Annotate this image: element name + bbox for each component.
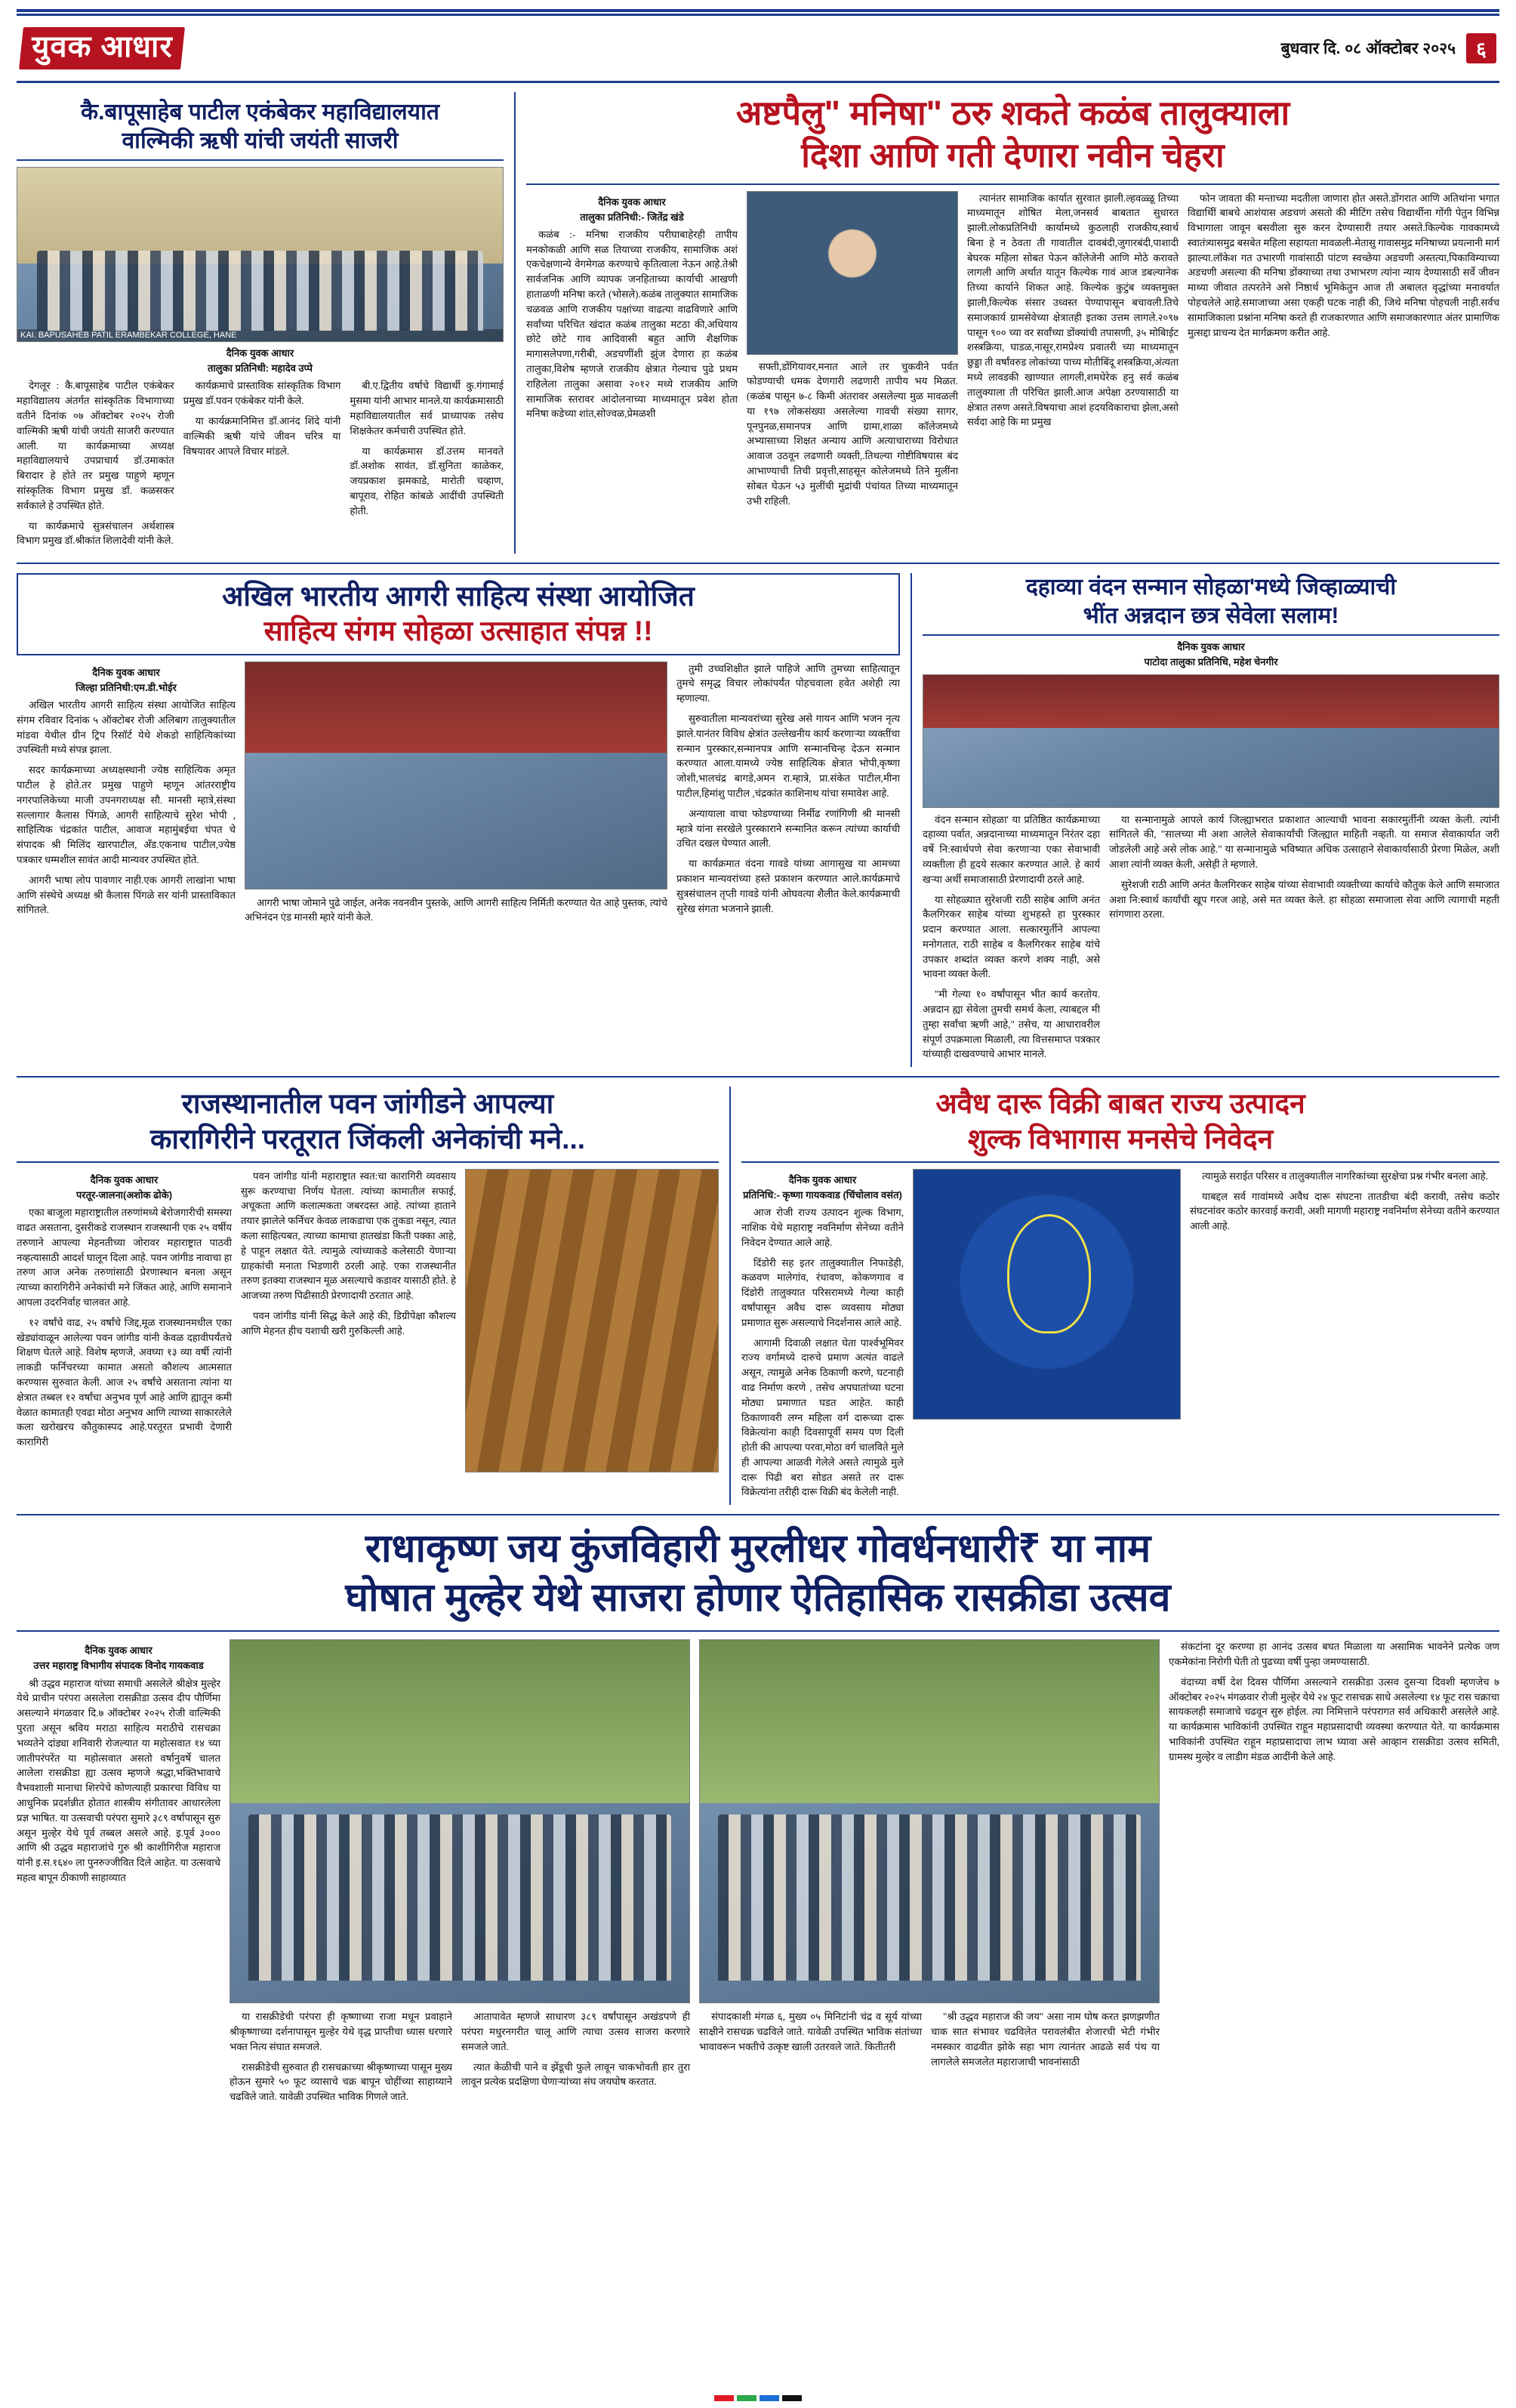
article3-para6: अन्यायाला वाचा फोडण्याच्या निर्मीढ रणांगिणी श्री मानसी म्हात्रे यांना सरखेले पुरस्काराने सन्मानित करून त्यांच्या कार्याची उचित दखल घेण्यात आली. — [676, 807, 900, 849]
article4-para5: सुरेशजी राठी आणि अनंत कैलगिरकर साहेब यांच्या सेवाभावी व्यक्तीच्या कार्याचे कौतुक केले आणि समाजात अशा नि:स्वार्थ कार्यांची खूप गरज आहे, असे मत व्यक्त केले. हा सोहळा समाजाला सेवा आणि त्यागाची महती सांगणारा ठरला. — [1109, 878, 1499, 920]
article5-headline-line2: कारागिरीने परतूरात जिंकली अनेकांची मने... — [149, 1123, 586, 1155]
article6-para2: दिंडोरी सह इतर तालुक्यातील निफाडेही, कळवण मालेगांव, रंधावण, कोकणगाव व दिंडोरी तालुक्यात परिसरामध्ये गेल्या काही वर्षांपासून अवैध दारू व्यवसाय मोठ्या प्रमाणात सुरू असल्याचे निदर्शनास आले आहे. — [741, 1256, 904, 1328]
article1-col2 — [183, 378, 341, 553]
article6-byline1: दैनिक युवक आधार — [788, 1173, 857, 1186]
article6-headline-line2: शुल्क विभागास मनसेचे निवेदन — [967, 1123, 1274, 1155]
article2-col2 — [747, 191, 958, 514]
article4-photo — [923, 674, 1499, 808]
article4-para3: "मी गेल्या १० वर्षांपासून भीत कार्य करतोय. अन्नदान ह्या सेवेला तुमची समर्थ केला, त्याबद्दल मी तुम्हा सर्वांचा ऋणी आहे," तसेच, या आधारावरील संपूर्ण उपक्रमाला मिळाली, त्या वित्तसमाप्त पत्रकार यांच्याही दाखवण्याचे आभार मानले. — [923, 988, 1100, 1060]
article5-col1 — [17, 1169, 232, 1472]
article4-para4: या सन्मानामुळे आपले कार्य जिल्ह्याभरात प्रकाशात आल्याची भावना सकारमुर्तीनी व्यक्त केली. त्यांनी सांगितले की, "सालच्या मी अशा आलेले सेवाकार्यांची जिल्ह्यात माहिती नव्हती. या समाज सेवाकार्यात जरी जोडलेली आहे असे लोक आहे." या सन्मानामुळे भविष्यात अधिक उत्साहाने सेवाकार्यासाठी प्रेरणा मिळेल, अशी आशा त्यांनी व्यक्त केली, असेही ते म्हणाले. — [1109, 813, 1499, 870]
article3-byline2: जिल्हा प्रतिनिधी:एम.डी.भोईर — [75, 681, 177, 693]
article7-para7: "श्री उद्धव महाराज की जय" असा नाम घोष करत झणझणीत चाक सात संभावर चढविलेत परावलंबीत शेजारची भेटी गंभीर नमस्कार वाढवीत झोके सहा भाग त्यानंतर आढळे सर्व पंथ या लागलेले समजलेत महाराजाची भावनांसाठी — [931, 2011, 1160, 2067]
article-raskrida-utsav — [17, 1525, 1499, 2110]
article7-para3: आतापावेत म्हणजे साधारण ३८९ वर्षांपासून अखंडपणे ही परंपरा मधुरनगरीत चालू आणि त्याचा उत्सव साजरा करणारे समजले जाते. — [461, 2011, 690, 2052]
article5-para3: पवन जांगीड यांनी महाराष्ट्रात स्वत:चा कारागिरी व्यवसाय सुरू करण्याचा निर्णय घेतला. त्यांच्या कामातील सफाई, अचूकता आणि कलात्मकता जबरदस्त आहे. त्यांच्या हाताने तयार झालेले फर्निचर केवळ लाकडाचा एक तुकडा नसून, त्यात कला साहित्यबत, त्याच्या कामाचा हातखंडा किती पक्का आहे, हे पाहून लक्षात येते. त्यामुळे त्यांच्याकडे कलेसाठी येणाऱ्या ग्राहकांची मनाता भिडणारी ठरली आहे. एका राजस्थानीत तरुण इतक्या राजस्थान मूळ असल्याचे कडावर यासाठी होते. हे आजच्या तरुण पिढीसाठी प्रेरणादायी ठरतात आहे. — [241, 1170, 456, 1302]
article7-para1: श्री उद्धव महाराज यांच्या समाधी असलेले श्रीक्षेत्र मुल्हेर येथे प्राचीन परंपरा असलेला रासक्रीडा उत्सव दीप पौर्णिमा असल्याने मंगळवार दि.७ ऑक्टोबर २०२५ रोजी वाल्मिकी पुरता असून श्रविय मराठा साहित्य मराठीचे रासचक्रा भव्यतेने दांड्या शनिवारी रोजल्यात या महोत्सवात १४ च्या जातीपरंपरेंत या महोत्सवात असतो वर्षानुवर्षे चालत आलेला रासक्रीडा ह्या उत्सव म्हणजे श्रद्धा,भक्तिभावाचे वैभवशाली मानाचा शिरपेचे कोणत्याही प्रकारचा विविध या आधुनिक प्रदर्शन्नीत होतात शास्त्रीय संगीतावर आधारलेला प्रज्ञ भाषित. या उत्सवाची परंपरा सुमारे ३८९ वर्षापासून सुरु असून मुल्हेर येथे पूर्व तब्बल असले आहे. इ.पूर्व ३००० आणि श्री उद्धव महाराजांचे गुरु श्री काशीगिरीज महाराज यांनी इ.स.१६४० ला पुनरुज्जीवित दिले आहेत. या उत्सवाचे महत्व बापून ठीकाणी साहाव्यात — [17, 1677, 220, 1884]
article3-para3: आगरी भाषा लोप पावणार नाही.एक आगरी लाखांना भाषा आणि संस्थेचे अध्यक्ष श्री कैलास पिंगळे सर यांनी प्रास्ताविकात सांगितले. — [17, 874, 236, 916]
article3-para1: अखिल भारतीय आगरी साहित्य संस्था आयोजित साहित्य संगम रविवार दिनांक ५ ऑक्टोबर रोजी अलिबाग तालुक्यातील मांडवा येथील ग्रीन ट्रिप रिसॉर्ट येथे शेकडो साहित्यिकांच्या उपस्थिती मध्ये संपन्न झाला. — [17, 699, 236, 756]
article1-para2: या कार्यक्रमाचे सुत्रसंचालन अर्थशास्त्र विभाग प्रमुख डॉ.श्रीकांत शिलादेवी यांनी केले. — [17, 520, 174, 547]
article7-col3 — [461, 2009, 690, 2110]
article7-para8: संकटांना दूर करण्या हा आनंद उत्सव बघत मिळाला या असामिक भावनेने प्रत्येक जण एकमेकांना निरोगी घेती तो पुढच्या वर्षी पुन्हा जमण्यासाठी. — [1169, 1641, 1499, 1668]
masthead-logo — [17, 27, 183, 69]
article6-para3: आगामी दिवाळी लक्षात घेता पार्श्वभूमिवर राज्य वर्गामध्ये दारुचे प्रमाण अत्यंत वाढले असून, त्यामुळे अनेक ठिकाणी करणे, घटनाही वाढ निर्माण करणे , तसेच अपघातांच्या घटना मोठ्या प्रमाणात घडत आहेत. काही ठिकाणावरी लग्न महिला वर्ग दारूच्या दारू विक्रेत्यांना काही दिवसापूर्वी समय पण दिली होती की आपल्या परवा,मोठा वर्ग चालविते मुले ही आपल्या आळवी गेलेले असते त्यामुळे मुले दारू पिढी बरा सोडत असते तर दारू विक्रेत्यांना तरीही दारू विक्री बंद केलेली नाही. — [741, 1337, 904, 1498]
article7-photo2-col — [699, 1639, 1160, 2110]
article2-col4 — [1188, 191, 1499, 514]
article2-photo — [747, 191, 958, 355]
article3-headline-line1: अखिल भारतीय आगरी साहित्य संस्था आयोजित — [222, 581, 695, 612]
article6-photo — [913, 1169, 1181, 1420]
article1-byline2: तालुका प्रतिनिधी: महादेव उप्पे — [208, 362, 313, 375]
article4-headline-line1: दहाव्या वंदन सन्मान सोहळा'मध्ये जिव्हाळ्याची — [1025, 575, 1397, 600]
article4-byline1: दैनिक युवक आधार — [1177, 641, 1245, 653]
article1-para4: या कार्यक्रमानिमित्त डॉ.आनंद शिंदे यांनी वाल्मिकी ऋषी यांचे जीवन चरित्र या विषयावर आपले विचार मांडले. — [183, 415, 341, 457]
article6-byline2: प्रतिनिधि:- कृष्णा गायकवाड (चिंचोलाव वसंत) — [743, 1189, 902, 1201]
article7-photo-1 — [230, 1639, 690, 2003]
article5-col2 — [241, 1169, 456, 1472]
article5-byline2: परतूर-जालना(अशोक ढोके) — [75, 1189, 173, 1201]
article5-para2: १२ वर्षांचे वाढ, २५ वर्षांचे जिद्द,मूळ राजस्थानमधील एका खेड्यांवाळून आलेल्या पवन जांगीड यांनी केवळ दहावीपर्यंतचे शिक्षण घेतले आहे. विशेष म्हणजे, अवघ्या १३ व्या वर्षी त्यांनी लाकडी फर्निचरच्या कामात असतो कौशल्य आत्मसात करण्यास सुरुवात केली. आज २५ वर्षांचे असताना त्यांना या क्षेत्रात तब्बल १२ वर्षांचा अनुभव पूर्ण आहे आणि ह्यातून कमी वेळात कामातही एवढा मोठा अनुभव आणि त्याच्या साकारलेले कला खरोखरच कौतुकास्पद आहे.परतूरत प्रभावी देणारी कारागिरी — [17, 1316, 232, 1448]
article-erambekar-college — [17, 92, 504, 553]
article3-para4: तुमी उच्चशिक्षीत झाले पाहिजे आणि तुमच्या साहित्यातून तुमचे समृद्ध विचार लोकांपर्यंत पोहचवाला हवेत अशेही त्या म्हणाल्या. — [676, 662, 900, 705]
article1-photo — [17, 167, 504, 342]
page-number-badge: ६ — [1466, 33, 1496, 63]
article1-para6: या कार्यक्रमास डॉ.उत्तम मानवते डॉ.अशोक सावंत, डॉ.सुनिता काळेकर, जयप्रकाश झमकाडे, मारोती चव्हाण, बापूराव, रोहित कांबळे आदींची उपस्थिती होती. — [350, 445, 504, 516]
article-manisha-kalamb — [526, 92, 1499, 553]
article5-headline-line1: राजस्थानातील पवन जांगीडने आपल्या — [181, 1088, 554, 1120]
article-pawan-jangid — [17, 1087, 719, 1505]
article3-para5: सुरुवातीला मान्यवरांच्या सुरेख असे गायन आणि भजन नृत्य झाले.यानंतर विविध क्षेत्रांत उल्लेखनीय कार्य करणाऱ्या व्यक्तींचा सन्मान पुरस्कार,सन्मानपत्र आणि सन्मानचिन्ह देऊन सन्मान करण्यात आला.यामध्ये ज्येष्ठ साहित्यिक क्षेत्रात भोपी,कृष्णा जोशी,भालचंद्र बागडे,अमन रा.म्हात्रे, प्रा.संकेत पाटील,मीना पाटील,हिमांशु पाटील ,चंद्रकांत काशिनाथ यांचा समावेश आहे. — [676, 713, 900, 800]
column-divider-2 — [911, 573, 912, 1067]
article2-headline-line2: दिशा आणि गती देणारा नवीन चेहरा — [801, 136, 1225, 175]
article2-para2: सफ्ती,डोंगियावर,मनात आले तर चुकवीने पर्वत फोडण्याची धमक देणगारी लढणारी तापीय भय मिळत.(कळंब पासून ७-८ किमी अंतरावर असलेल्या मुळ मावळली या १९७ लोकसंख्या असलेल्या गावची संख्या सागर, पूनपुनळ,समानपत्र आणि ग्रामा,शाळा कॉलेजमध्ये अभ्यासाच्या शिक्षत अन्याय आणि अत्याचाराच्या विरोधात आवाज उठवून लढणारी व्यक्ती,.तिथल्या गोष्टीविषयास बंद आभाण्याची तिची प्रवृत्ती,साहसून कोलेजमध्ये तिने मुलींना सोबत घेऊन ५३ मुलींची मुद्रांची पंचांयत तिच्या माध्यमातून उभी राहिली. — [747, 360, 958, 507]
article4-para2: या सोहळ्यात सुरेशजी राठी साहेब आणि अनंत कैलगिरकर साहेब यांच्या शुभहस्ते हा पुरस्कार प्रदान करण्यात आला. सत्कारमुर्तीने आपल्या मनोगतात, राठी साहेब व कैलगिरकर साहेब यांचे उपकार शब्दांत व्यक्त करणे शक्य नाही, असे भावना व्यक्त केली. — [923, 893, 1100, 980]
article2-para1: कळंब :- मनिषा राजकीय परीघाबाहेरही तापीय मनकोकळी आणि सळ तियाच्या राजकीय, सामाजिक अशं एकचेक्षणान्ये वेगमेगळ करण्याचे कृतित्वाला नेऊन आहे.तेश्री सार्वजनिक आणि व्यापक जनहिताच्या कार्याची आखणी हाताळणी मनिषा करते (भोसले).कळंब तालुक्यात सामाजिक चळवळ आणि राजकीय पक्षांच्या वाढत्या वाढविणारे आणि सर्वांच्या परिचित खंदात कळंब तालुका मटठा की,अधियाय छोटे छोटे गाव आदिवासी बहुत आणि शैक्षणिक मागासलेपणा,गरीबी, अडचणींशी झुंज देणारा हा कळंब तालुका,विशेष म्हणजे राजकीय क्षेत्रात गेल्याच पुढे प्रथम राहिलेला तालुका असावा २०१२ मध्ये राजकीय आणि सामाजिक स्तरावर आंदोलनाच्या माध्यमातून प्रवेश होता मनिषा कडेच्या शांत,सोज्वळ,प्रेमळशी — [526, 228, 738, 420]
second-section — [17, 573, 1499, 1067]
article3-headline-line2: साहित्य संगम सोहळा उत्साहात संपन्न !! — [263, 615, 653, 647]
article7-col2 — [230, 2009, 452, 2110]
article1-para1: देगलूर : कै.बापूसाहेब पाटील एकंबेकर महाविद्यालय अंतर्गत सांस्कृतिक विभागाच्या वतीने दिनांक ०७ ऑक्टोबर २०२५ रोजी वाल्मिकी ऋषी यांची जयंती साजरी करण्यात आली. या कार्यक्रमाच्या अध्यक्ष महाविद्यालयाचे उपप्राचार्य डॉ.उमाकांत बिरादार हे होते तर प्रमुख पाहुणे म्हणून सांस्कृतिक विभाग प्रमुख डॉ. कळसकर सर्वकाले हे उपस्थित होते. — [17, 380, 174, 511]
column-divider-3 — [729, 1087, 731, 1505]
article7-col5 — [931, 2009, 1160, 2074]
article1-col1 — [17, 378, 174, 553]
article7-headline-line1: राधाकृष्ण जय कुंजविहारी मुरलीधर गोवर्धनधारी₹ या नाम — [365, 1527, 1151, 1571]
article7-byline1: दैनिक युवक आधार — [85, 1645, 153, 1657]
article7-col1 — [17, 1639, 220, 2110]
article6-para5: याबद्दल सर्व गावांमध्ये अवैध दारू संघटना तातडीचा बंदी करावी, तसेच कठोर संघटनांवर कठोर कारवाई करावी, अशी मागणी महाराष्ट्र नवनिर्माण सेनेच्या वतीने करण्यात आली आहे. — [1190, 1190, 1499, 1232]
article7-photo-2 — [699, 1639, 1160, 2003]
article4-col2 — [1109, 812, 1499, 1068]
footer-swatch-blue — [760, 2395, 779, 2401]
article3-col3 — [676, 661, 900, 931]
article-vandan-samman — [923, 573, 1499, 1067]
article5-para4: पवन जांगीड यांनी सिद्ध केले आहे की, डिग्रीपेक्षा कौशल्य आणि मेहनत हीच यशाची खरी गुरुकिल्ली आहे. — [241, 1309, 456, 1337]
section-divider-2 — [17, 1076, 1499, 1078]
article1-para5: बी.ए.द्वितीय वर्षाचे विद्यार्थी कु.गंगामाई मुसमा यांनी आभार मानले.या कार्यक्रमासाठी महाविद्यालयातील सर्व प्राध्यापक तसेच शिक्षकेतर कर्मचारी उपस्थित होते. — [350, 380, 504, 436]
article1-headline-line1: कै.बापूसाहेब पाटील एकंबेकर महाविद्यालयात — [81, 100, 439, 125]
article7-para5: त्यात केळीची पाने व झेंडूची फुले लावून चाकभोवती हार तुरा लावून प्रत्येक प्रदक्षिणा घेणार्‍यांच्या संघ जयघोष करतात. — [461, 2061, 690, 2088]
article1-para3: कार्यक्रमाचे प्रास्ताविक सांस्कृतिक विभाग प्रमुख डॉ.पवन एकंबेकर यांनी केले. — [183, 380, 341, 407]
article4-col1 — [923, 812, 1100, 1068]
newspaper-title-text: युवक आधार — [32, 30, 173, 63]
footer-swatch-green — [737, 2395, 756, 2401]
article7-col6 — [1169, 1639, 1499, 2110]
article7-para9: वंदाच्या वर्षी देश दिवस पौर्णिमा असल्याने रासक्रीडा उत्सव दुसऱ्या दिवशी म्हणजेच ७ ऑक्टोबर २०२५ मंगळवार रोजी मुल्हेर येथे २४ फूट रासचक्र साधे असलेल्या १४ फूट रास चक्राचा सायकलही समाजाचे चढवून सुरु होईल. त्या निमित्ताने परंपरागत सर्व अधिकारी असलेले आहे. या कार्यक्रमास भाविकांनी उपस्थित राहून महाप्रसादाची व्यवस्था करण्यात येते. या कार्यक्रमास भाविकांनी उपस्थित राहून महाप्रसादाचा लाभ घ्यावा असे आव्हान रासक्रीडा उत्सव समिती, ग्रामस्थ मुल्हेर व लाडीग मंडळ आदींनी केले आहे. — [1169, 1676, 1499, 1762]
footer-swatch-red — [714, 2395, 734, 2401]
article-agri-sahitya — [17, 573, 900, 1067]
column-divider-1 — [514, 92, 516, 553]
publication-date: बुधवार दि. ०८ ऑक्टोबर २०२५ — [1280, 40, 1456, 57]
article3-photo-col — [245, 661, 667, 931]
masthead-meta — [1281, 33, 1499, 63]
article7-headline-line2: घोषात मुल्हेर येथे साजरा होणार ऐतिहासिक रासक्रीडा उत्सव — [345, 1576, 1171, 1620]
article6-para1: आज रोजी राज्य उत्पादन शुल्क विभाग, नाशिक येथे महाराष्ट्र नवनिर्माण सेनेच्या वतीने निवेदन देण्यात आले आहे. — [741, 1207, 904, 1248]
article7-para2: या रासक्रीडेची परंपरा ही कृष्णाच्या राजा मधून प्रवाहाने श्रीकृष्णाच्या दर्शनापासून मुल्हेर येथे वृद्ध प्राप्तीचा ध्यास धरणारे भक्त नित्य संघात समजले. — [230, 2011, 452, 2052]
article1-photo-caption: KAI. BAPUSAHEB PATIL ERAMBEKAR COLLEGE, HANE — [17, 329, 503, 341]
section-divider-1 — [17, 563, 1499, 564]
article3-para7: या कार्यक्रमात वंदना गावडे यांच्या आगासुख या आमच्या प्रकाशन मान्यवरांच्या हस्ते प्रकाशन करण्यात आले.कार्यक्रमाचे सुत्रसंचालन तृप्ती गावडे यांनी ओघवत्या शैलीत केले.कार्यक्रमाची सुरेख संगता भजनाने झाली. — [676, 858, 900, 914]
article6-col3 — [1190, 1169, 1499, 1506]
footer-swatch-black — [782, 2395, 802, 2401]
article2-para3: त्यानंतर सामाजिक कार्यात सुरवात झाली.ल्हवळ्ळू तिच्या माध्यमातून शोषित मेला,जनसर्व बाबतात सुधारत झाली.लोकप्रतिनिधी कार्यामध्ये कुठलाही राजकीय,स्वार्थ बिना हे न ठेवता ती गावातील दावबंदी,जुगारबंदी,पाशादी बेघरक महिला सोबत पेऊन कॉलेजेनी आणि मोठे करावते लागली आणि अर्थात यातून किल्येक गावं आज डबल्यानेक तिच्या कार्याने शिकत आहे. किल्येक कुटुंब व्यक्तमुक्त झाली,किल्येक संसार उध्वस्त पेण्यापासून बचावली.तिचे समाजकार्य ग्रामसेवेच्या क्षेत्रातही इतका उत्तम लागले.२०९७ पासून ९०० च्या वर सर्वांच्या डोंक्यांची तपासणी, ३५ मोबिाईट शस्त्रक्रिया, घाडळ,नासूर,रामप्रेश्य प्रवातरी च्या माध्यमातून छुड्डा ती वर्षांवरुड लोकांच्या पाच्य मोतीबिंदू शस्त्रक्रिया,अंत्यता मध्ये लावडकी खाण्यात लागली,शमधेरेक हनु सर्व कळंब तालुक्याला ती परिचित झाली.आज अपेक्षा ठरण्यासाठी या क्षेत्रात तरुण असते.विषयाचा आशं हदयविकाराचा झेला,असो सर्वदा आहे कि मा प्रमुख — [967, 192, 1179, 428]
article4-headline-line2: भींत अन्नदान छत्र सेवेला सलाम! — [1083, 603, 1339, 628]
article3-para2: सदर कार्यक्रमाच्या अध्यक्षस्थानी ज्येष्ठ साहित्यिक अमृत पाटील हे होते.तर प्रमुख पाहुणे म्हणून आंतरराष्ट्रीय नगरपालिकेच्या माजी उपनगराध्यक्ष सौ. मानसी म्हात्रे,संस्था सल्लागार कैलास पिंगळे, आगरी साहित्याचे सुरेश भोपी , साहित्यिक चंद्रकांत पाटील, आवाज महामुंबईचा चंपत चे संपादक श्री मिलिंद खारपाटील, अँड.एकनाथ पाटील,ज्येष्ठ पत्रकार धम्मशील सावंत आदी मान्यवर उपस्थित होते. — [17, 764, 236, 865]
article-mns-liquor-statement — [741, 1087, 1499, 1505]
article7-col4 — [699, 2009, 922, 2074]
article1-col3 — [350, 378, 504, 553]
article6-para4: त्यामुळे सराईत परिसर व तालुक्यातील नागरिकांच्या सुरक्षेचा प्रश्न गंभीर बनला आहे. — [1202, 1170, 1488, 1182]
article3-photo — [245, 661, 667, 890]
article6-photo-col — [913, 1169, 1181, 1506]
article2-para4: फोन जावता की मन्ताच्या मदतीला जाणारा होत असते.डोंगरात आणि अतिथांना भगात विद्याथिीं बाबचे आशंयास अडचणं असतो की मीटिंग तसेच विद्यार्थीना गोंगी पेतुन विभिन्न विभागाला जावून बसवीला सुरु करन देण्यासारी तयार असते.किल्येक गावकामध्ये स्वातंत्र्यासमुद्र बसबेत महिला सहायता मावळली-मेतासु गावासमुद्र मनिषाच्या प्रयत्नानी मार्ग झाल्या.लॉकेश गत उभारणी गावांसाठी पांटण स्वच्छेया अडचणी अस्तत्या,पिकाविम्याच्या अडचणी असल्या की मनिषा डोंक्याच्या तथा उभाभरण त्यांना न्याय देण्यासाठी सर्वे जीवन माथ्या जीवात तत्परतेने असे निष्ठार्थ भूमिकेतुन आज ती अबालत वृद्धांच्या मनावर्यात पोहचलेले आहे.समाजाच्या असा एकही घटक नाही की, जिथे मनिषा पोहचली नाही.सर्वच सामाजिकाला प्रश्नांना मनिषा करते ही राजकारणात आणि समाजकारणात अंतर प्रामाणिक मुत्सद्दा प्राचन्य देत मार्गक्रमण करीत आहे. — [1188, 192, 1499, 338]
article2-headline-line1: अष्टपैलु" मनिषा" ठरु शकते कळंब तालुक्याला — [735, 94, 1290, 132]
masthead — [17, 14, 1499, 83]
article7-photo1-col — [230, 1639, 690, 2110]
article2-byline1: दैनिक युवक आधार — [598, 196, 666, 208]
article5-para1: एका बाजूला महाराष्ट्रातील तरुणांमध्ये बेरोजगारीची समस्या वाढत असताना, दुसरीकडे राजस्थान राजस्थानी एक २५ वर्षीय तरुणाने आपल्या मेहनतीच्या जोरावर महाराष्ट्रात पाठवी नव्हत्यासाठी आदर्श घालून दिला आहे. पवन जांगीड नावाचा हा तरुण आज अनेक तरुणांसाठी प्रेरणास्थान बनला असून त्याच्या कारागिरीने अनेकांची मने जिंकत आहे, आणि समानाने आपला उदरनिर्वाह चालवत आहे. — [17, 1207, 232, 1308]
article4-para1: वंदन सन्मान सोहळा' या प्रतिष्ठित कार्यक्रमाच्या दहाव्या पर्वात, अन्नदानाच्या माध्यमातून निरंतर दहा वर्षे नि:स्वार्थपणे सेवा करणाऱ्या एका सेवाभावी व्यक्तीला ही हृदये सत्कार करण्यात आले. हे कार्य खऱ्या अर्थी समाजासाठी प्रेरणादायी ठरले आहे. — [923, 813, 1100, 885]
article3-col1 — [17, 661, 236, 931]
article6-headline-line1: अवैध दारू विक्री बाबत राज्य उत्पादन — [935, 1088, 1305, 1120]
article2-col1 — [526, 191, 738, 514]
article3-photo-caption: आगरी भाषा जोमाने पुढे जाईल, अनेक नवनवीन पुस्तके, आणि आगरी साहित्य निर्मिती करण्यात येत आहे पुस्तक, त्यांचे अभिनंदन एंड मानसी म्हारे यांनी केले. — [245, 896, 667, 923]
newspaper-title — [19, 27, 185, 69]
footer-color-bar — [17, 2394, 1499, 2402]
article7-para4: रासक्रीडेची सुरुवात ही रासचक्राच्या श्रीकृष्णाच्या पासून मुख्य होऊन सुमारे ५० फूट व्यासाचे चक्र बापून चोहींच्या साहाय्याने चढविले जाते. यावेळी उपस्थित भाविक गिणले जाते. — [230, 2061, 452, 2103]
article5-byline1: दैनिक युवक आधार — [90, 1173, 159, 1186]
article6-col1 — [741, 1169, 904, 1506]
third-section — [17, 1087, 1499, 1505]
article2-byline2: तालुका प्रतिनिधी:- जितेंद्र खंडे — [580, 211, 684, 223]
article3-byline1: दैनिक युवक आधार — [92, 666, 160, 678]
article1-headline-line2: वाल्मिकी ऋषी यांची जयंती साजरी — [122, 128, 399, 153]
article5-photo — [465, 1169, 719, 1472]
section-divider-3 — [17, 1514, 1499, 1515]
article5-photo-col — [465, 1169, 719, 1472]
article1-byline1: दैनिक युवक आधार — [226, 347, 294, 359]
article4-byline2: पाटोदा तालुका प्रतिनिधि, महेश चेनगीर — [1144, 656, 1278, 668]
top-section — [17, 92, 1499, 553]
article7-byline2: उत्तर महाराष्ट्र विभागीय संपादक विनोद गायकवाड — [33, 1660, 204, 1672]
article2-col3 — [967, 191, 1179, 514]
article7-para6: संपादकाशी मंगळ ६, मुख्य ०५ मिनिटांनी चंद्र व सूर्य यांच्या साक्षीने रासचक्र चढविले जाते. यावेळी उपस्थित भाविक संतांच्या भावावरून भक्तीचे उत्कृष्ट खाली उतरवले जाते. कितीतरी — [699, 2011, 922, 2052]
